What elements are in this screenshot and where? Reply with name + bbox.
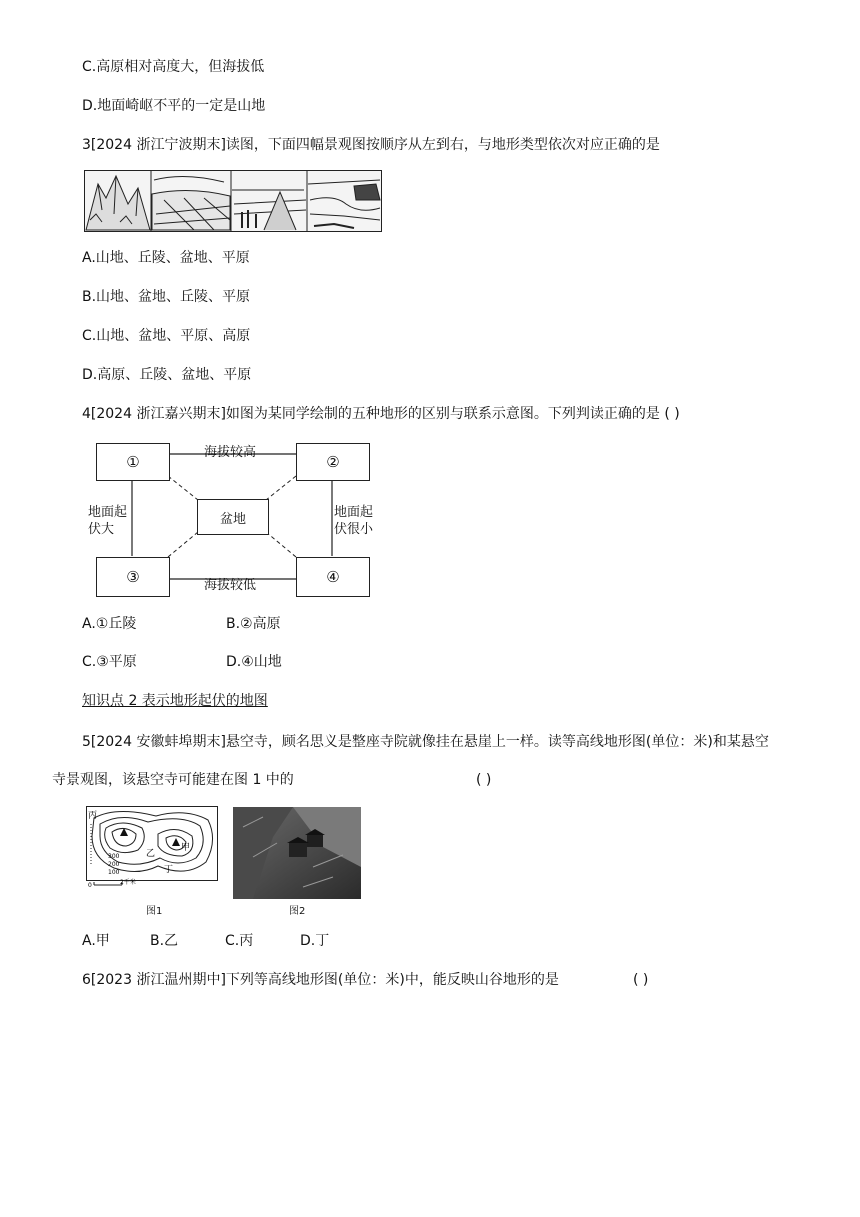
label-right-1: 地面起 (334, 505, 374, 520)
q3-option-c: C.山地、盆地、平原、高原 (82, 328, 251, 344)
diagram-box-basin: 盆地 (197, 499, 269, 535)
label-altitude-high: 海拔较高 (204, 445, 257, 460)
label-left-2: 伏大 (88, 522, 115, 537)
q3-option-a: A.山地、丘陵、盆地、平原 (82, 250, 250, 266)
landform-relation-diagram (88, 440, 374, 600)
scale-2km: 2千米 (120, 879, 136, 886)
landscape-images (84, 170, 382, 232)
contour-300: 300 (108, 853, 120, 860)
q5-option-a: A.甲 (82, 933, 110, 949)
contour-map-fig1 (86, 806, 222, 900)
q3-option-b: B.山地、盆地、丘陵、平原 (82, 289, 251, 305)
q6-answer-paren: ( ) (633, 972, 649, 988)
fig2-caption: 图2 (289, 906, 306, 917)
q3-stem: 3[2024 浙江宁波期末]读图，下面四幅景观图按顺序从左到右，与地形类型依次对应正确的是 (82, 137, 660, 153)
scale-zero: 0 (88, 882, 92, 889)
fig1-caption: 图1 (146, 906, 163, 917)
q5-stem-line1: 5[2024 安徽蚌埠期末]悬空寺，顾名思义是整座寺院就像挂在悬崖上一样。读等高线地形图(单位：米)和某悬空 (82, 734, 769, 750)
label-right-2: 伏很小 (334, 522, 374, 537)
temple-building (289, 843, 307, 857)
q4-option-b: B.②高原 (226, 616, 281, 632)
section-heading: 知识点 2 表示地形起伏的地图 (82, 693, 268, 709)
q2-option-c: C.高原相对高度大，但海拔低 (82, 59, 265, 75)
map-label-jia: 甲 (181, 843, 191, 853)
map-label-ding: 丁 (164, 865, 174, 875)
contour-100: 100 (108, 869, 120, 876)
q4-option-a: A.①丘陵 (82, 616, 137, 632)
label-left-1: 地面起 (88, 505, 128, 520)
label-altitude-low: 海拔较低 (204, 578, 257, 593)
q4-stem: 4[2024 浙江嘉兴期末]如图为某同学绘制的五种地形的区别与联系示意图。下列判读正确的是 ( ) (82, 406, 680, 422)
q5-answer-paren: ( ) (476, 772, 492, 788)
diagram-box-1: ① (96, 443, 170, 481)
q3-option-d: D.高原、丘陵、盆地、平原 (82, 367, 252, 383)
q4-option-c: C.③平原 (82, 654, 137, 670)
map-label-yi: 乙 (146, 849, 156, 859)
map-label-bing: 丙 (88, 811, 98, 821)
contour-200: 200 (108, 861, 120, 868)
q6-stem: 6[2023 浙江温州期中]下列等高线地形图(单位：米)中，能反映山谷地形的是 (82, 972, 559, 988)
q2-option-d: D.地面崎岖不平的一定是山地 (82, 98, 266, 114)
diagram-box-2: ② (296, 443, 370, 481)
q4-option-d: D.④山地 (226, 654, 282, 670)
diagram-box-3: ③ (96, 557, 170, 597)
q5-stem-line2: 寺景观图，该悬空寺可能建在图 1 中的 (52, 772, 294, 788)
hanging-temple-photo (233, 807, 361, 899)
q5-option-c: C.丙 (225, 933, 254, 949)
diagram-box-4: ④ (296, 557, 370, 597)
q5-option-d: D.丁 (300, 933, 330, 949)
q5-option-b: B.乙 (150, 933, 179, 949)
